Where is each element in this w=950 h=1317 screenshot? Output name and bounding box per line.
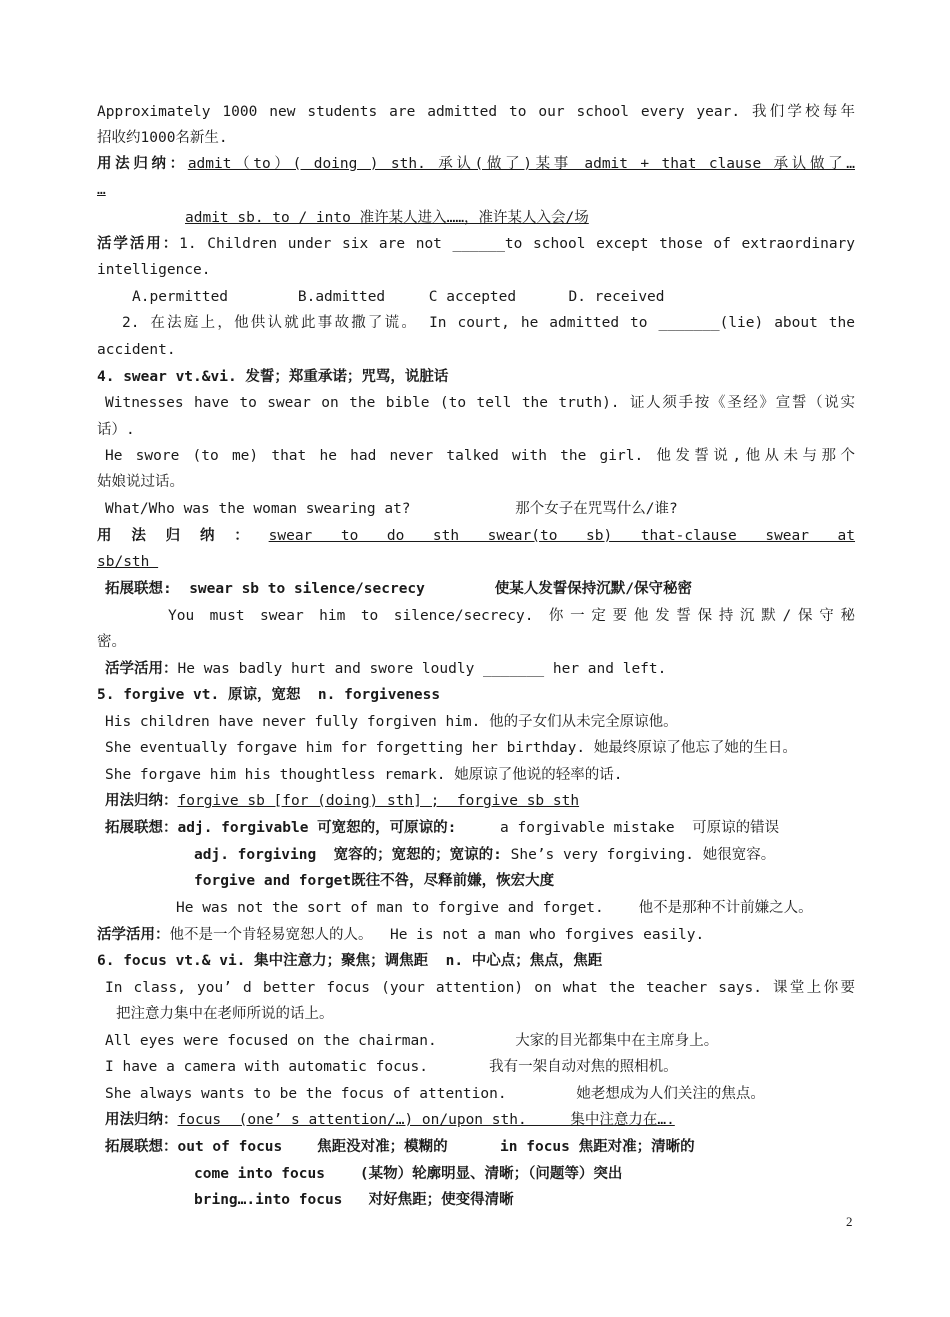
- label-heading: 活学活用：: [97, 236, 180, 252]
- text-line: [185, 207, 855, 229]
- text-span: 1. Children under six are not ______to school except those of extraordinary: [179, 236, 856, 252]
- text-line: [194, 844, 855, 866]
- underlined-text: focus (one’ s attention/…) on/upon sth. 集中注意力在….: [177, 1112, 675, 1128]
- text-line: [105, 790, 855, 812]
- text-line: 话）.: [97, 422, 135, 438]
- text-line: 拓展联想：out of focus 焦距没对准；模糊的 in focus 焦距对准；清晰的: [105, 1139, 695, 1155]
- text-line: 密。: [97, 634, 126, 650]
- underlined-text: swear to do sth swear(to sb) that-clause swear at: [268, 528, 856, 544]
- text-line: come into focus (某物）轮廓明显、清晰；（问题等）突出: [194, 1166, 623, 1182]
- text-line: What/Who was the woman swearing at? 那个女子在咒骂什么/谁?: [105, 501, 678, 517]
- text-line: bring….into focus 对好焦距；使变得清晰: [194, 1192, 514, 1208]
- text-line: I have a camera with automatic focus. 我有一架自动对焦的照相机。: [105, 1059, 678, 1075]
- text-line: Witnesses have to swear on the bible (to tell the truth). 证人须手按《圣经》宣誓（说实: [105, 395, 855, 411]
- underlined-text: …: [97, 182, 106, 198]
- text-span: 他不是一个肯轻易宽恕人的人。 He is not a man who forgives easily.: [169, 927, 705, 943]
- label-heading: 用法归纳：: [97, 528, 269, 544]
- text-line: You must swear him to silence/secrecy. 你一定要他发誓保持沉默/保守秘: [168, 608, 855, 624]
- underlined-text: admit（to）( doing ) sth. 承认(做了)某事 admit + that clause 承认做了…: [187, 156, 855, 172]
- text-line: [97, 551, 855, 573]
- text-line: [97, 179, 855, 201]
- text-line: [97, 153, 855, 175]
- label-heading: 拓展联想：adj. forgivable 可宽恕的，可原谅的:: [105, 820, 457, 836]
- underlined-text: admit sb. to / into 准许某人进入……，准许某人入会/场: [185, 210, 589, 226]
- label-heading: 活学活用：: [105, 661, 178, 677]
- text-span: He was badly hurt and swore loudly _______ her and left.: [177, 661, 667, 677]
- text-line: 4. swear vt.&vi. 发誓；郑重承诺；咒骂，说脏话: [97, 369, 449, 385]
- label-heading: 活学活用：: [97, 927, 170, 943]
- text-line: His children have never fully forgiven him. 他的子女们从未完全原谅他。: [105, 714, 678, 730]
- text-line: 拓展联想: swear sb to silence/secrecy 使某人发誓保持沉默/保守秘密: [105, 581, 692, 597]
- text-line: He was not the sort of man to forgive and forget. 他不是那种不计前嫌之人。: [176, 900, 813, 916]
- text-span: She’s very forgiving. 她很宽容。: [501, 847, 776, 863]
- label-heading: adj. forgiving 宽容的；宽恕的；宽谅的:: [194, 847, 502, 863]
- text-line: She forgave him his thoughtless remark. 她原谅了他说的轻率的话.: [105, 767, 623, 783]
- page-number: 2: [846, 1214, 853, 1229]
- text-line: [97, 924, 855, 946]
- text-line: 姑娘说过话。: [97, 474, 184, 490]
- text-line: All eyes were focused on the chairman. 大家的目光都集中在主席身上。: [105, 1033, 719, 1049]
- underlined-text: sb/sth: [97, 554, 159, 570]
- text-line: In class, you’ d better focus (your attention) on what the teacher says. 课堂上你要: [105, 980, 855, 996]
- text-line: He swore (to me) that he had never talked with the girl. 他发誓说,他从未与那个: [105, 448, 855, 464]
- text-line: [105, 1109, 855, 1131]
- text-line: 招收约1000名新生.: [97, 130, 228, 146]
- text-line: She eventually forgave him for forgetting her birthday. 她最终原谅了他忘了她的生日。: [105, 740, 797, 756]
- text-line: [105, 817, 855, 839]
- text-line: [97, 525, 855, 547]
- text-line: 5. forgive vt. 原谅，宽恕 n. forgiveness: [97, 687, 441, 703]
- text-line: She always wants to be the focus of attention. 她老想成为人们关注的焦点。: [105, 1086, 765, 1102]
- label-heading: 用法归纳：: [105, 1112, 178, 1128]
- text-line: intelligence.: [97, 262, 211, 278]
- text-line: 把注意力集中在老师所说的话上。: [116, 1006, 334, 1022]
- text-line: 6. focus vt.& vi. 集中注意力；聚焦；调焦距 n. 中心点；焦点，焦距: [97, 953, 603, 969]
- label-heading: 用法归纳：: [97, 156, 188, 172]
- text-line: 2. 在法庭上，他供认就此事故撒了谎。 In court, he admitted to _______(lie) about the: [122, 315, 855, 331]
- text-line: [105, 658, 855, 680]
- label-heading: 用法归纳：: [105, 793, 178, 809]
- text-line: accident.: [97, 342, 176, 358]
- text-line: A.permitted B.admitted C accepted D. received: [132, 289, 665, 305]
- text-line: forgive and forget既往不咎，尽释前嫌，恢宏大度: [194, 873, 555, 889]
- text-span: a forgivable mistake 可原谅的错误: [456, 820, 780, 836]
- text-line: [97, 233, 855, 255]
- underlined-text: forgive sb [for (doing) sth] ; forgive sb sth: [177, 793, 580, 809]
- text-line: Approximately 1000 new students are admitted to our school every year. 我们学校每年: [97, 104, 855, 120]
